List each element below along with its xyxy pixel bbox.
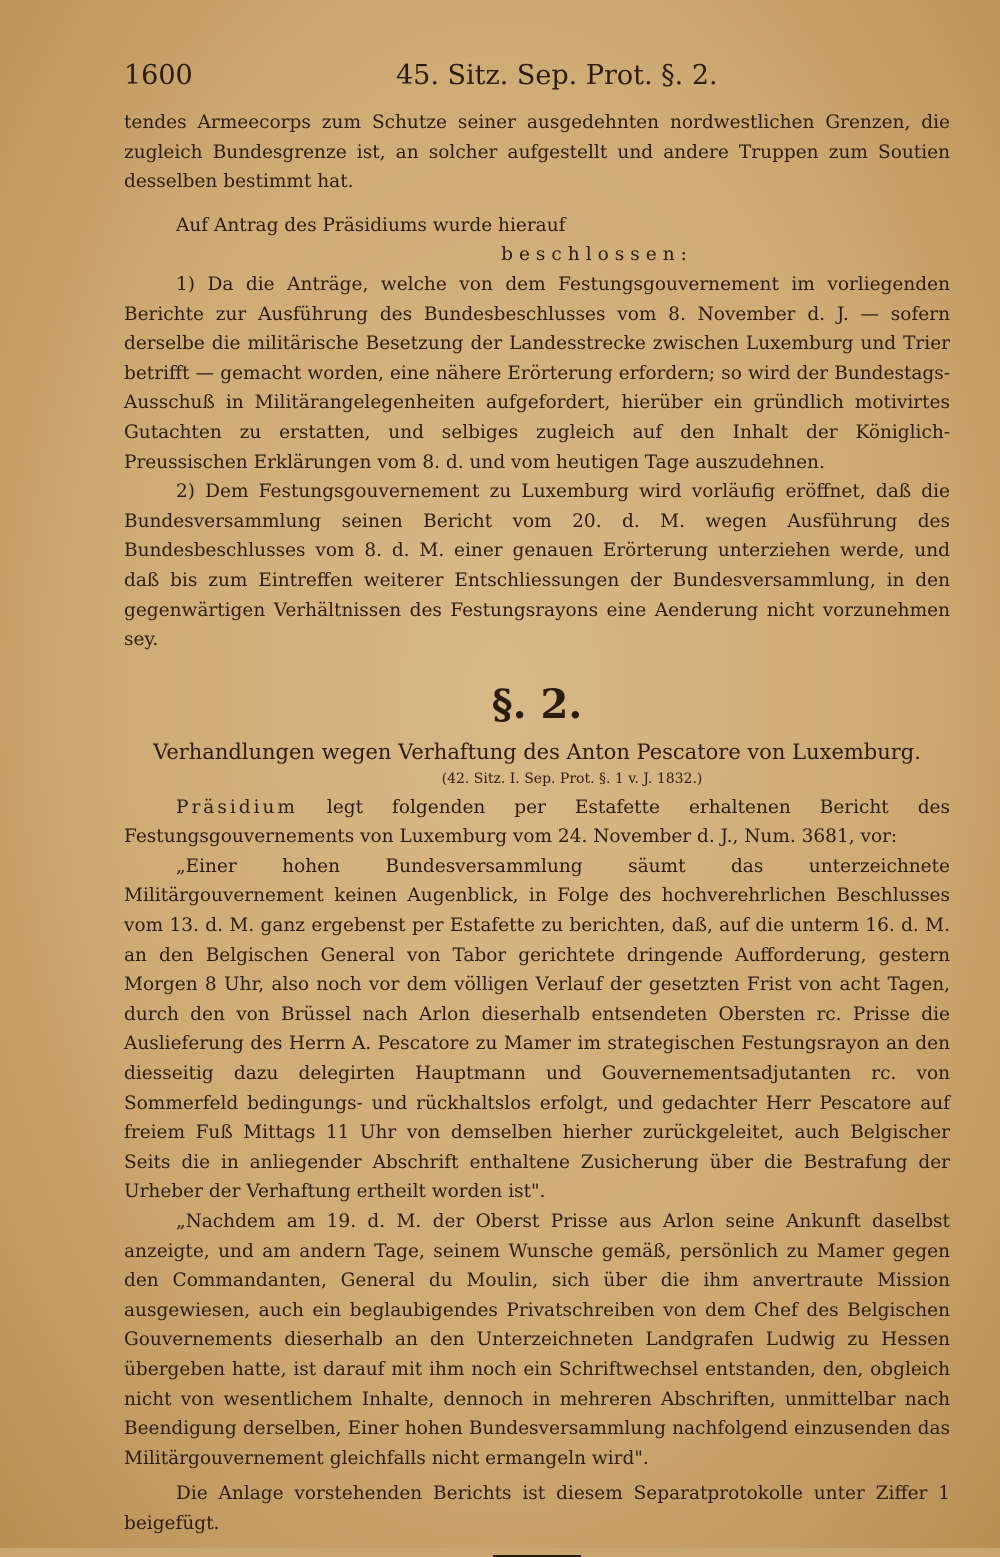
quote-paragraph-2: „Nachdem am 19. d. M. der Oberst Prisse aus Arlon seine Ankunft daselbst anzeigte, und am andern Tage, seinem Wunsche gemäß, persönlich zu Mamer gegen den Commandanten, General du Moulin, sich über die ihm anvertraute Mission ausgewiesen, auch ein beglaubigendes Privatschreiben von dem Chef des Belgischen Gouvernements dieserhalb an den Unterzeichneten Landgrafen Ludwig zu Hessen übergeben hatte, ist darauf mit ihm noch ein Schriftwechsel entstanden, den, obgleich nicht von wesentlichem Inhalte, dennoch in mehreren Abschriften, unmittelbar nach Beendigung derselben, Einer hohen Bundesversammlung nachfolgend einzusenden das Militärgouvernement gleichfalls nicht ermangeln wird". xyxy=(124,1211,950,1469)
section-reference: (42. Sitz. I. Sep. Prot. §. 1 v. J. 1832.) xyxy=(441,770,703,787)
presidium-paragraph xyxy=(124,793,950,852)
section-mark: §. 2. xyxy=(491,680,583,728)
page-number: 1600 xyxy=(124,60,193,91)
closing-rule xyxy=(493,1555,581,1557)
resolution-intro-text: Auf Antrag des Präsidiums wurde hierauf xyxy=(176,214,566,236)
quote-paragraph-1: „Einer hohen Bundesversammlung säumt das unterzeichnete Militärgouvernement keinen Augenblick, in Folge des hochverehrlichen Beschlusses vom 13. d. M. ganz ergebenst per Estafette zu berichten, daß, auf die unterm 16. d. M. an den Belgischen General von Tabor gerichtete dringende Aufforderung, gestern Morgen 8 Uhr, also noch vor dem völligen Verlauf der gesetzten Frist von acht Tagen, durch den von Brüssel nach Arlon dieserhalb entsendeten Obersten rc. Prisse die Auslieferung des Herrn A. Pescatore zu Mamer im strategischen Festungsrayon an den diesseitig dazu delegirten Hauptmann und Gouvernementsadjutanten rc. von Sommerfeld bedingungs- und rückhaltslos erfolgt, und gedachter Herr Pescatore auf freiem Fuß Mittags 11 Uhr von demselben hierher zurückgeleitet, auch Belgischer Seits die in anliegender Abschrift enthaltene Zusicherung über die Bestrafung der Urheber der Verhaftung ertheilt worden ist". xyxy=(124,855,950,1203)
presidium-text: legt folgenden per Estafette erhaltenen Bericht des Festungsgouvernements von Luxemburg vom 24. November d. J., Num. 3681, vor: xyxy=(124,796,950,848)
resolution-intro xyxy=(124,211,950,241)
running-head: 45. Sitz. Sep. Prot. §. 2. xyxy=(396,60,718,91)
section-title: Verhandlungen wegen Verhaftung des Anton Pescatore von Luxemburg. xyxy=(153,739,921,764)
presidium-label: Präsidium xyxy=(176,796,298,818)
page-header xyxy=(124,60,954,100)
resolution-item-1: 1) Da die Anträge, welche von dem Festungsgouvernement im vorliegenden Berichte zur Ausführung des Bundesbeschlusses vom 8. November d. J. — sofern derselbe die militärische Besetzung der Landesstrecke zwischen Luxemburg und Trier betrifft — gemacht worden, eine nähere Erörterung erfordern; so wird der Bundestags-Ausschuß in Militärangelegenheiten aufgefordert, hierüber ein gründlich motivirtes Gutachten zu erstatten, und selbiges zugleich auf den Inhalt der Königlich-Preussischen Erklärungen vom 8. d. und vom heutigen Tage auszudehnen. xyxy=(124,273,950,473)
resolution-item-2: 2) Dem Festungsgouvernement zu Luxemburg wird vorläufig eröffnet, daß die Bundesversammlung seinen Bericht vom 20. d. M. wegen Ausführung des Bundesbeschlusses vom 8. d. M. einer genauen Erörterung unterziehen werde, und daß bis zum Eintreffen weiterer Entschliessungen der Bundesversammlung, in den gegenwärtigen Verhältnissen des Festungsrayons eine Aenderung nicht vorzunehmen sey. xyxy=(124,481,950,651)
page-content xyxy=(124,108,950,1557)
intro-fragment-paragraph: tendes Armeecorps zum Schutze seiner ausgedehnten nordwestlichen Grenzen, die zugleich Bundesgrenze ist, an solcher aufgestellt und andere Truppen zum Soutien desselben bestimmt hat. xyxy=(124,112,950,193)
resolved-heading: beschlossen: xyxy=(501,244,693,266)
closing-paragraph: Die Anlage vorstehenden Berichts ist diesem Separatprotokolle unter Ziffer 1 beigefügt. xyxy=(124,1483,950,1534)
